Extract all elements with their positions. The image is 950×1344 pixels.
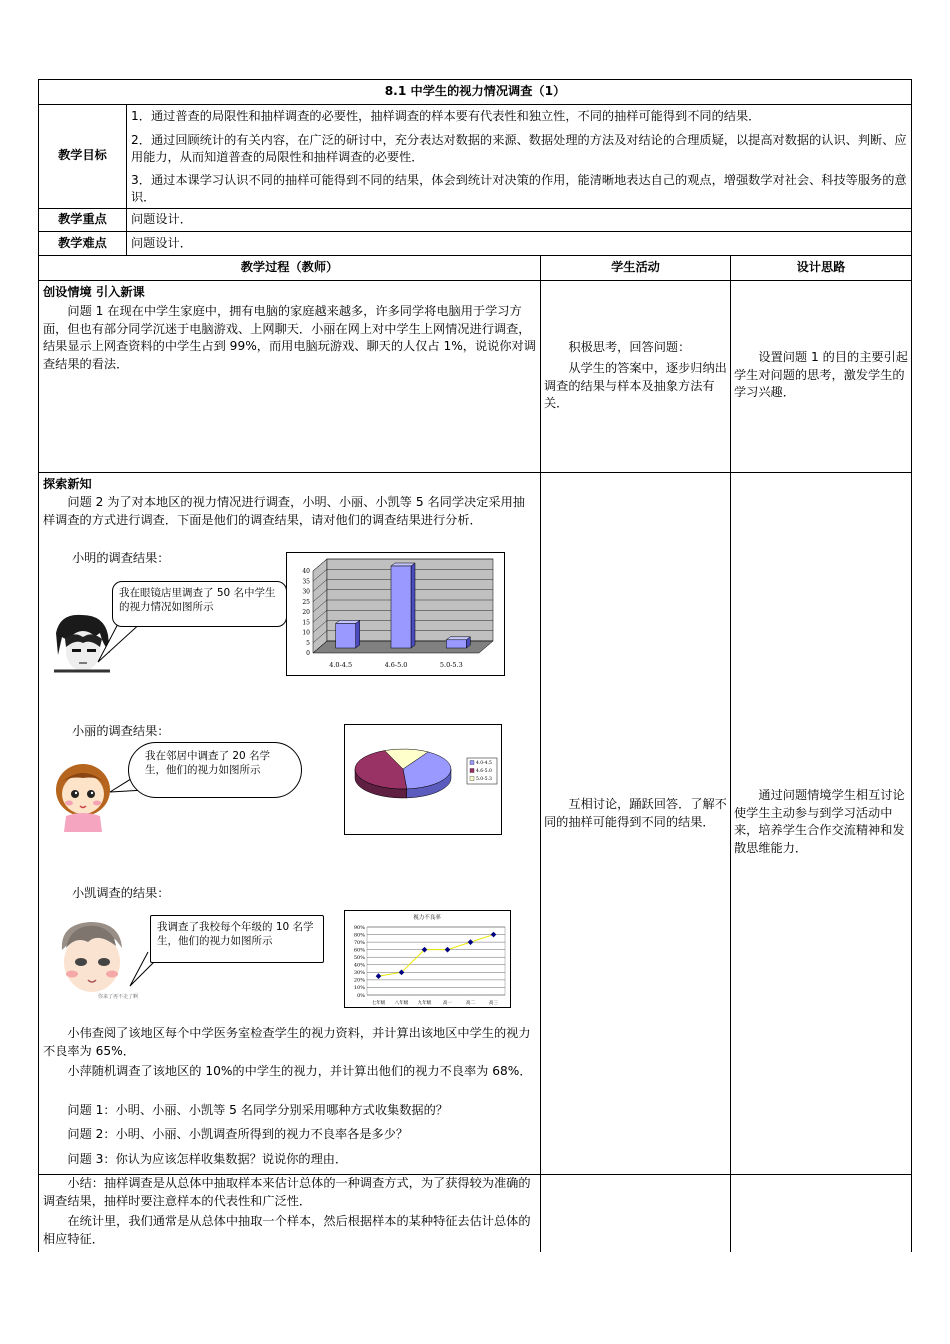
xiaoming-bar-chart (286, 552, 505, 676)
question-2: 问题 2：小明、小丽、小凯调查所得到的视力不良率各是多少？ (67, 1127, 409, 1141)
summary-student-cell (540, 1174, 731, 1252)
xiaokai-bubble-text: 我调查了我校每个年级的 10 名学生，他们的视力如图所示 (157, 921, 314, 947)
xiaoli-bubble-text: 我在邻居中调查了 20 名学生，他们的视力如图所示 (145, 750, 271, 776)
pie-legend-swatch (470, 761, 474, 765)
line-chart-ytick-label: 80% (353, 932, 365, 939)
line-chart-title: 视力不良率 (413, 915, 441, 921)
question-3: 问题 3：你认为应该怎样收集数据？说说你的理由． (67, 1152, 348, 1166)
line-chart-category-label: 八年级 (394, 1001, 409, 1006)
summary-p2: 在统计里，我们通常是从总体中抽取一个样本，然后根据样本的某种特征去估计总体的相应特征． (43, 1214, 531, 1246)
bar-chart-ytick-label: 15 (302, 619, 310, 627)
line-chart-ytick-label: 90% (353, 924, 365, 931)
bar (336, 623, 356, 648)
header-process: 教学过程（教师） (240, 260, 339, 274)
line-chart-ytick-label: 60% (353, 947, 365, 954)
difficulty-value: 问题设计． (131, 236, 192, 250)
bar-top (446, 637, 470, 640)
section1-design: 设置问题 1 的目的主要引起学生对问题的思考，激发学生的学习兴趣． (734, 350, 908, 399)
bar-side (356, 620, 360, 648)
xiaoli-avatar (52, 762, 114, 834)
line-chart-ytick-label: 50% (353, 955, 365, 962)
header-student: 学生活动 (611, 260, 660, 274)
bar-chart-ytick-label: 5 (306, 639, 310, 647)
question-1: 问题 1：小明、小丽、小凯等 5 名同学分别采用哪种方式收集数据的？ (67, 1103, 448, 1117)
section1-text: 问题 1 在现在中学生家庭中，拥有电脑的家庭越来越多，许多同学将电脑用于学习方面，但也有部分同学沉迷于电脑游戏、上网聊天．小丽在网上对中学生上网情况进行调查，结果显示上网查资料的中学生占到 99%，而用电脑玩游戏、聊天的人仅占 1%，说说你对调查结果的看法． (43, 304, 536, 371)
xiaokai-avatar (54, 918, 139, 1002)
xiaokai-bubble (150, 915, 324, 963)
section1-student-2: 从学生的答案中，逐步归纳出调查的结果与样本及抽象方法有关． (544, 361, 727, 410)
line-chart-ytick-label: 0% (357, 992, 365, 999)
bar-side (411, 563, 415, 648)
xiaoli-pie-chart (344, 724, 502, 835)
key-point-label: 教学重点 (58, 212, 107, 226)
bar-top (336, 620, 360, 623)
objectives-list (131, 108, 909, 207)
xiaoming-bubble (112, 581, 287, 627)
xiaoli-label: 小丽的调查结果： (72, 724, 170, 738)
page-title: 8.1 中学生的视力情况调查（1） (384, 84, 566, 98)
bar (391, 566, 411, 648)
bar-chart-category-label: 4.0-4.5 (329, 661, 353, 669)
pie-legend-swatch (470, 777, 474, 781)
section1-student-1: 积极思考，回答问题： (568, 340, 691, 354)
bar-chart-category-label: 5.0-5.3 (439, 661, 463, 669)
bar-chart-ytick-label: 30 (302, 588, 310, 596)
pie-legend-label: 4.0-4.5 (476, 761, 492, 766)
summary-design-cell (730, 1174, 912, 1252)
xiaokai-photo-caption: 你来了再不走了啊 (98, 994, 139, 1000)
xiaoping-text: 小萍随机调查了该地区的 10%的中学生的视力，并计算出他们的视力不良率为 68%． (67, 1064, 532, 1078)
bar-chart-ytick-label: 0 (306, 650, 310, 657)
xiaokai-label: 小凯调查的结果： (72, 886, 170, 900)
line-chart-category-label: 高二 (465, 1001, 476, 1006)
line-chart-svg (345, 911, 510, 1007)
bar-chart-ytick-label: 40 (302, 568, 310, 575)
line-chart-ytick-label: 30% (353, 970, 365, 977)
line-chart-ytick-label: 20% (353, 977, 365, 984)
section2-design: 通过问题情境学生相互讨论使学生主动参与到学习活动中来，培养学生合作交流精神和发散思维能力． (734, 788, 905, 855)
bar-chart-ytick-label: 25 (302, 598, 310, 606)
objective-item: 2．通过回顾统计的有关内容，在广泛的研讨中，充分表达对数据的来源、数据处理的方法及对结论的合理质疑，以提高对数据的认识、判断、应用能力，从而知道普查的局限性和抽样调查的必要性． (131, 132, 907, 164)
line-chart-ytick-label: 10% (353, 985, 365, 992)
pie-legend-label: 4.6-5.0 (476, 769, 492, 774)
pie-legend-label: 5.0-5.3 (476, 777, 492, 782)
bar-chart-ytick-label: 35 (302, 578, 310, 586)
line-chart-ytick-label: 40% (353, 962, 365, 969)
key-point-value: 问题设计． (131, 212, 192, 226)
line-chart-category-label: 九年级 (417, 1001, 432, 1006)
line-chart-ytick-label: 70% (353, 939, 365, 946)
bar-chart-ytick-label: 20 (302, 609, 310, 616)
bar-chart-svg (287, 553, 504, 675)
bar-chart-ytick-label: 10 (302, 629, 310, 637)
objectives-label: 教学目标 (58, 148, 107, 162)
difficulty-label: 教学难点 (58, 236, 107, 250)
header-design: 设计思路 (796, 260, 846, 274)
objective-item: 3．通过本课学习认识不同的抽样可能得到不同的结果，体会到统计对决策的作用，能清晰地表达自己的观点，增强数学对社会、科技等服务的意识． (131, 172, 907, 204)
xiaoming-label: 小明的调查结果： (72, 551, 170, 565)
objective-item: 1．通过普查的局限性和抽样调查的必要性，抽样调查的样本要有代表性和独立性，不同的抽样可能得到不同的结果． (131, 109, 761, 123)
pie-legend-swatch (470, 769, 474, 773)
summary-p1: 小结：抽样调查是从总体中抽取样本来估计总体的一种调查方式，为了获得较为准确的调查结果，抽样时要注意样本的代表性和广泛性． (43, 1176, 531, 1208)
section1-heading: 创设情境 引入新课 (43, 285, 145, 299)
section2-student: 互相讨论，踊跃回答．了解不同的抽样可能得到不同的结果． (544, 797, 727, 829)
pie-chart-svg (345, 725, 501, 834)
line-chart-category-label: 高一 (442, 1001, 453, 1006)
line-chart-category-label: 七年级 (371, 1001, 386, 1006)
xiaoming-bubble-text: 我在眼镜店里调查了 50 名中学生的视力情况如图所示 (119, 587, 276, 613)
bar-top (391, 563, 415, 566)
line-chart-category-label: 高三 (488, 1001, 499, 1006)
bar-chart-category-label: 4.6-5.0 (384, 661, 408, 669)
section2-heading: 探索新知 (43, 477, 92, 491)
bar (446, 640, 466, 648)
section2-intro: 问题 2 为了对本地区的视力情况进行调查，小明、小丽、小凯等 5 名同学决定采用抽样调查的方式进行调查．下面是他们的调查结果，请对他们的调查结果进行分析． (43, 495, 525, 527)
xiaowei-text: 小伟查阅了该地区每个中学医务室检查学生的视力资料，并计算出该地区中学生的视力不良率为 65%． (43, 1026, 531, 1058)
xiaokai-line-chart (344, 910, 511, 1008)
xiaoli-bubble (128, 742, 302, 798)
